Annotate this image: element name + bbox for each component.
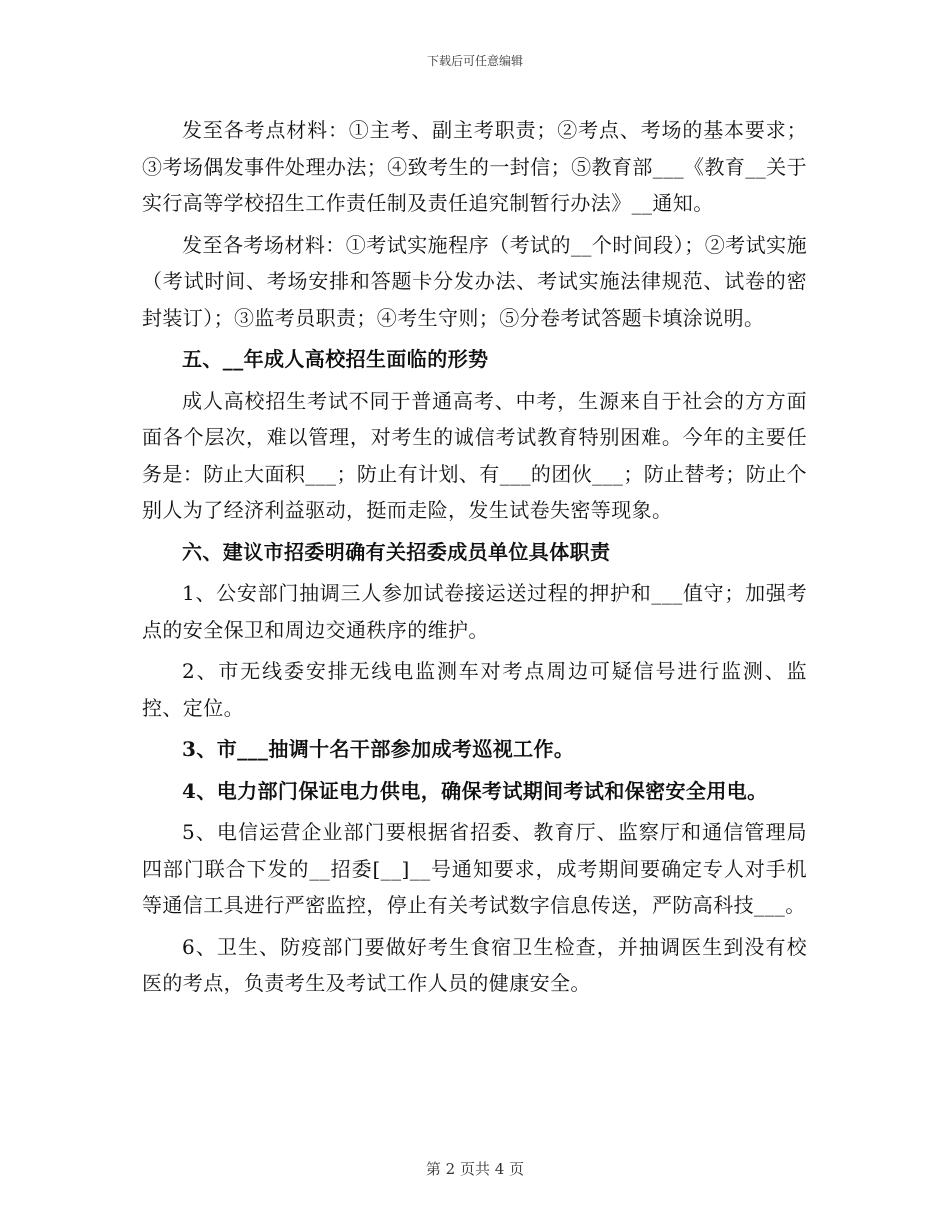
paragraph-duty-2: 2、市无线委安排无线电监测车对考点周边可疑信号进行监测、监控、定位。 [142,659,807,720]
paragraph-duty-4: 4、电力部门保证电力供电，确保考试期间考试和保密安全用电。 [182,778,768,803]
document-body [142,112,807,1007]
paragraph-materials-exam-rooms: 发至各考场材料：①考试实施程序（考试的__个时间段）；②考试实施（考试时间、考场安排和答题卡分发办法、考试实施法律规范、试卷的密封装订）；③监考员职责；④考生守则；⑤分卷考试答题卡填涂说明。 [142,232,807,330]
paragraph-duty-1: 1、公安部门抽调三人参加试卷接运送过程的押护和___值守；加强考点的安全保卫和周边交通秩序的维护。 [142,581,807,642]
page-header: 下载后可任意编辑 [426,54,523,68]
page-footer: 第 2 页共 4 页 [425,1160,525,1178]
paragraph-situation: 成人高校招生考试不同于普通高考、中考，生源来自于社会的方方面面各个层次，难以管理，对考生的诚信考试教育特别困难。今年的主要任务是：防止大面积___；防止有计划、有___的团伙___；防止替考；防止个别人为了经济利益驱动，挺而走险，发生试卷失密等现象。 [142,388,807,522]
paragraph-duty-6: 6、卫生、防疫部门要做好考生食宿卫生检查，并抽调医生到没有校医的考点，负责考生及考试工作人员的健康安全。 [142,934,807,995]
paragraph-duty-5: 5、电信运营企业部门要根据省招委、教育厅、监察厅和通信管理局四部门联合下发的__招委[__]__号通知要求，成考期间要确定专人对手机等通信工具进行严密监控，停止有关考试数字信息传送，严防高科技___。 [142,820,807,917]
section-heading-6: 六、建议市招委明确有关招委成员单位具体职责 [182,539,611,564]
section-heading-5: 五、__年成人高校招生面临的形势 [182,347,489,371]
paragraph-duty-3: 3、市___抽调十名干部参加成考巡视工作。 [182,737,575,761]
paragraph-materials-exam-sites: 发至各考点材料：①主考、副主考职责；②考点、考场的基本要求；③考场偶发事件处理办法；④致考生的一封信；⑤教育部___《教育__关于实行高等学校招生工作责任制及责任追究制暂行办法》__通知。 [142,118,807,215]
